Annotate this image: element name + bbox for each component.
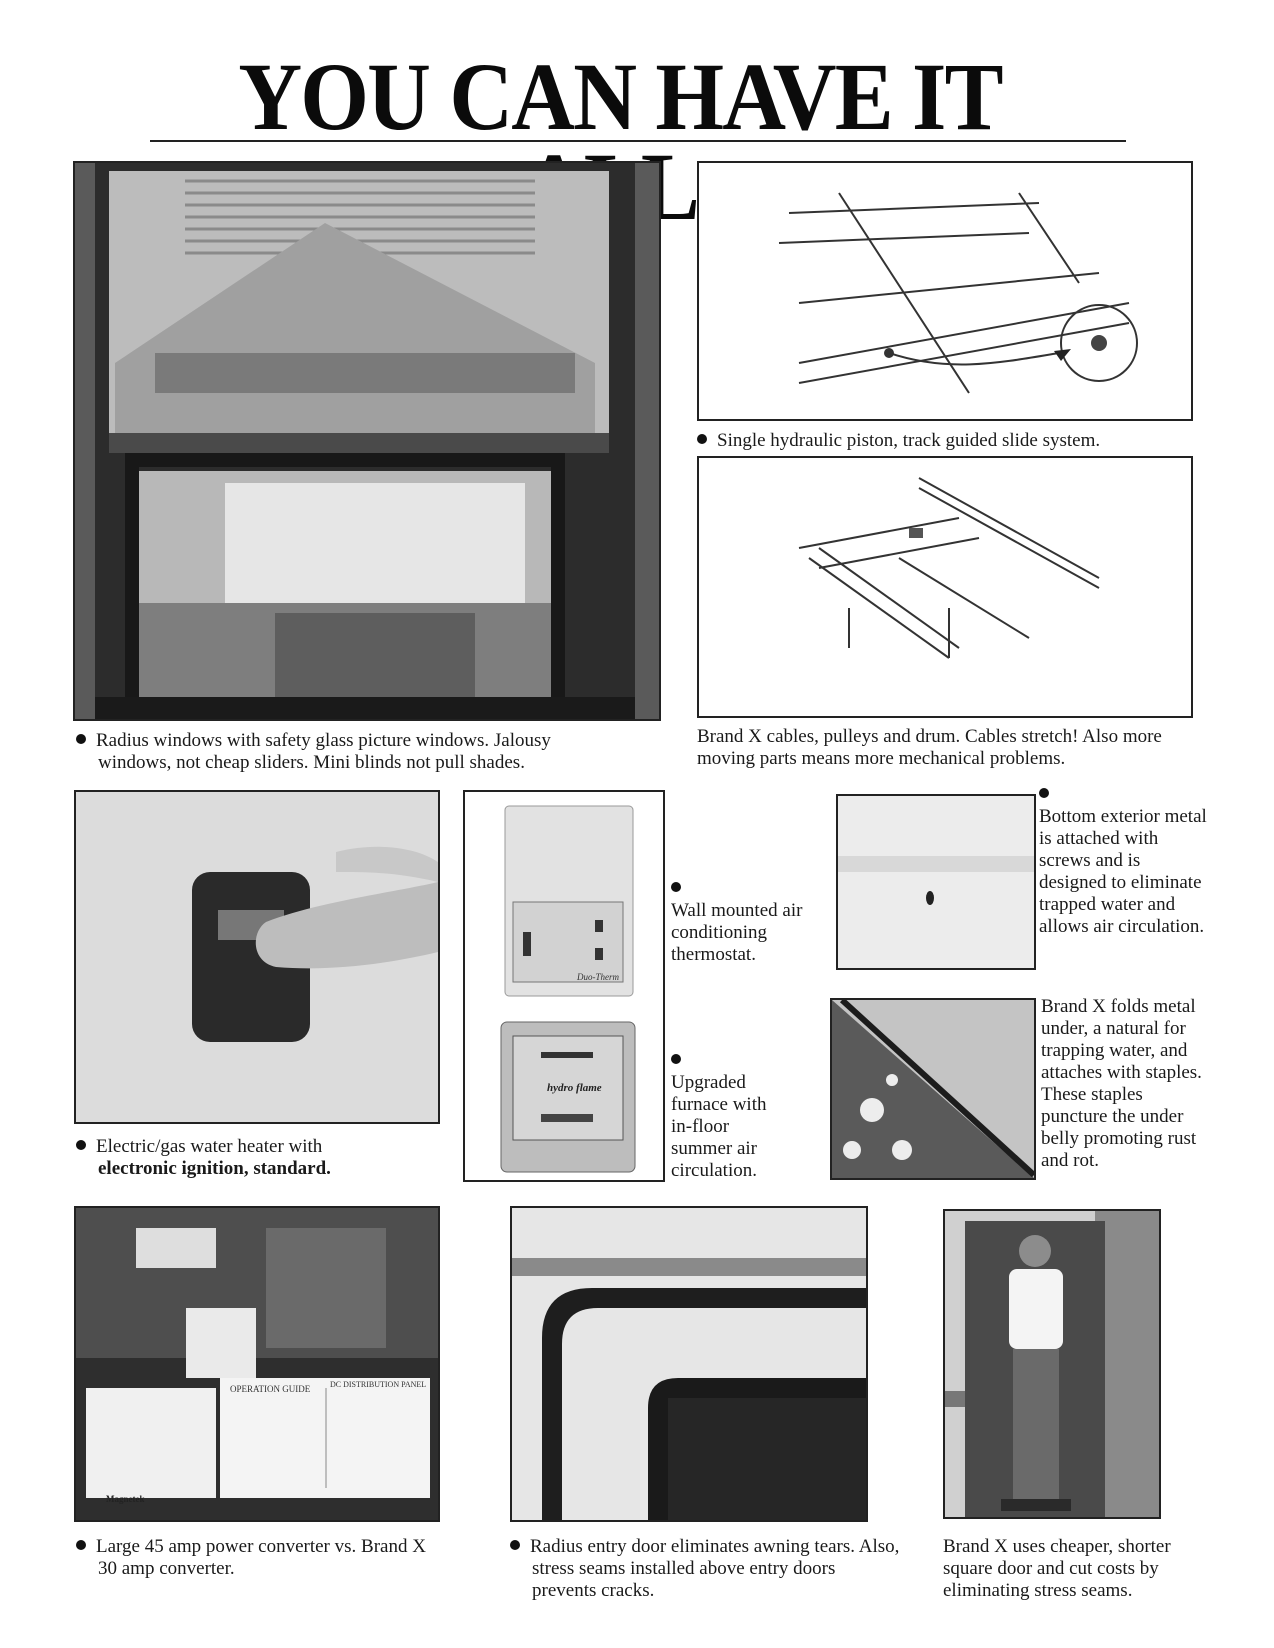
power-converter-caption: Large 45 amp power converter vs. Brand X 30 amp converter. xyxy=(76,1536,428,1580)
thermostat-caption: Wall mounted air conditioning thermostat. xyxy=(671,878,811,966)
radius-door-caption: Radius entry door eliminates awning tears. Also, stress seams installed above entry doors prevents cracks. xyxy=(510,1536,902,1602)
thermostat-furnace-photo xyxy=(463,790,665,1182)
square-door-photo xyxy=(943,1209,1161,1519)
bullet-icon xyxy=(671,882,681,892)
brand-x-door-caption: Brand X uses cheaper, shorter square door and cut costs by eliminating stress seams. xyxy=(943,1536,1171,1601)
window-photo xyxy=(73,161,661,721)
bottom-metal-caption: Bottom exterior metal is attached with screws and is designed to eliminate trapped water and allows air circulation. xyxy=(1039,784,1209,938)
page-title: YOU CAN HAVE IT xyxy=(238,43,1002,150)
bullet-icon xyxy=(76,1140,86,1150)
title-underline xyxy=(150,140,1126,142)
radius-windows-caption: Radius windows with safety glass picture windows. Jalousy windows, not cheap sliders. Mini blinds not pull shades. xyxy=(76,730,618,774)
piston-diagram xyxy=(697,161,1193,421)
bottom-metal-photo xyxy=(836,794,1036,970)
hydraulic-piston-caption: Single hydraulic piston, track guided slide system. xyxy=(697,430,1197,452)
furnace-brand-label: hydro flame xyxy=(547,1082,602,1094)
bullet-icon xyxy=(76,734,86,744)
bullet-icon xyxy=(671,1054,681,1064)
brand-x-cables-caption: Brand X cables, pulleys and drum. Cables stretch! Also more moving parts means more mechanical problems. xyxy=(697,726,1162,769)
water-heater-caption: Electric/gas water heater with electronic ignition, standard. xyxy=(76,1136,478,1180)
water-heater-photo xyxy=(74,790,440,1124)
thermostat-brand-label: Duo-Therm xyxy=(577,972,619,982)
bullet-icon xyxy=(1039,788,1049,798)
magnetek-label: Magnetek xyxy=(106,1494,145,1504)
brand-x-folds-caption: Brand X folds metal under, a natural for trapping water, and attaches with staples. These staples puncture the under belly promoting rust and rot. xyxy=(1041,996,1202,1171)
radius-door-photo xyxy=(510,1206,868,1522)
folded-metal-photo xyxy=(830,998,1036,1180)
dc-panel-label: DC DISTRIBUTION PANEL xyxy=(330,1380,427,1389)
bullet-icon xyxy=(697,434,707,444)
power-converter-photo xyxy=(74,1206,440,1522)
bullet-icon xyxy=(510,1540,520,1550)
operation-guide-label: OPERATION GUIDE xyxy=(230,1384,311,1394)
cables-diagram xyxy=(697,456,1193,718)
bullet-icon xyxy=(76,1540,86,1550)
furnace-caption: Upgraded furnace with in-floor summer air circulation. xyxy=(671,1050,791,1182)
